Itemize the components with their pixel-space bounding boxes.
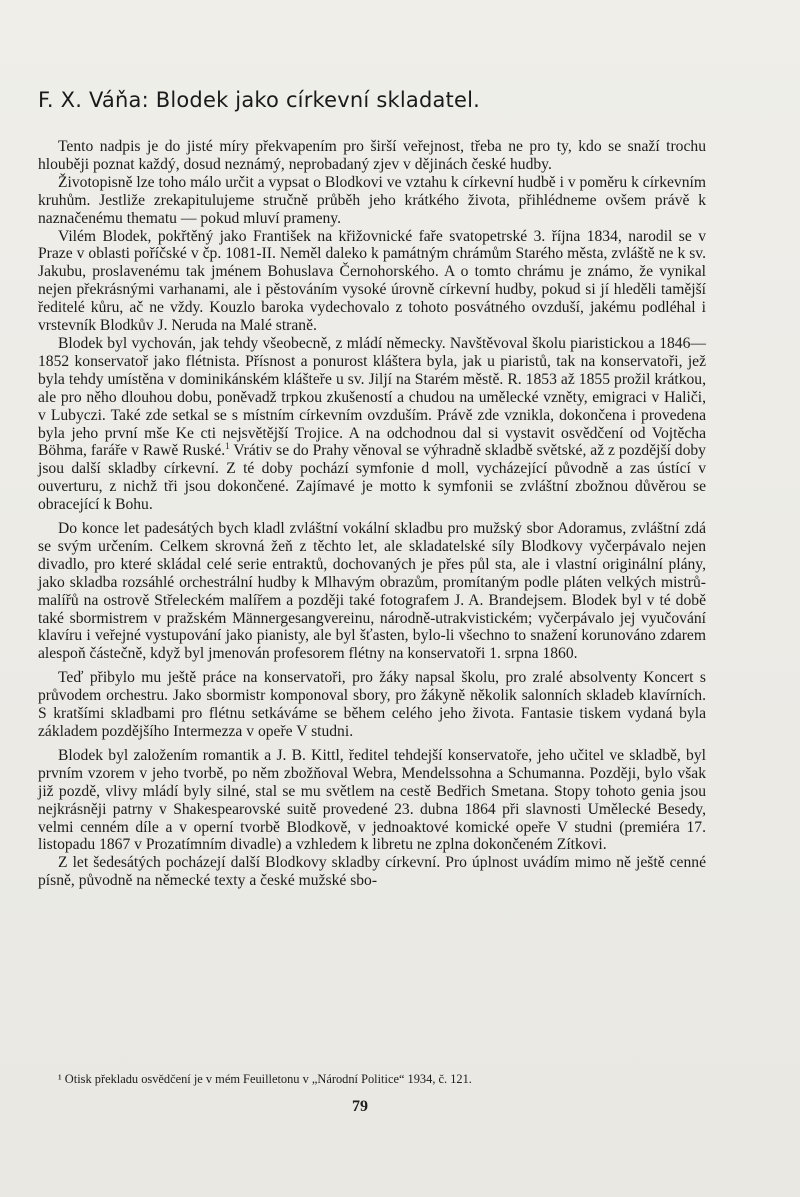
footnote-marker: 1 <box>225 441 230 452</box>
article-title: F. X. Váňa: Blodek jako církevní skladatel. <box>38 88 481 112</box>
paragraph-5: Do konce let padesátých bych kladl zvláštní vokální skladbu pro mužský sbor Adoramus, zvláštní zdá se svým určením. Celkem skrovná žeň z těchto let, ale skladatelské síly Blodkovy vyčerpávalo nejen divadlo, pro které skládal celé serie entraktů, dochovaných je přes půl sta, ale i vlastní originální plány, jako skladba rozsáhlé orchestrální hudby k Mlhavým obrazům, promítaným podle pláten velkých mistrů-malířů na ostrově Střeleckém malířem a později také fotografem J. A. Brandejsem. Blodek byl v té době také sbormistrem v pražském Männergesangvereinu, národně-utrakvistickém; vyčerpávalo jej vyučování klavíru i veřejné vystupování jako pianisty, ale byl šťasten, bylo-li všechno to snažení korunováno zdarem alespoň částečně, když byl jmenován profesorem flétny na konservatoři 1. srpna 1860. <box>38 520 706 663</box>
footnote: ¹ Otisk překladu osvědčení je v mém Feuilletonu v „Národní Politice“ 1934, č. 121. <box>58 1072 472 1086</box>
article-body <box>38 138 706 890</box>
page-number: 79 <box>352 1098 368 1115</box>
paragraph-4 <box>38 335 706 514</box>
paragraph-7: Blodek byl založením romantik a J. B. Kittl, ředitel tehdejší konservatoře, jeho učitel ve skladbě, byl prvním vzorem v jeho tvorbě, po něm zbožňoval Webra, Mendelssohna a Schumanna. Později, bylo však již pozdě, vlivy mládí byly silné, stal se mu světlem na cestě Bedřich Smetana. Stopy tohoto genia jsou nejkrásněji patrny v Shakespearovské suitě provedené 23. dubna 1864 při slavnosti Umělecké Besedy, velmi cenném díle a v operní tvorbě Blodkově, v jednoaktové komické opeře V studni (premiéra 17. listopadu 1867 v Prozatímním divadle) a vzhledem k libretu ne zplna dokončeném Zítkovi. <box>38 746 706 854</box>
paragraph-8: Z let šedesátých pocházejí další Blodkovy skladby církevní. Pro úplnost uvádím mimo ně ještě cenné písně, původně na německé texty a české mužské sbo- <box>38 854 706 890</box>
paragraph-2: Životopisně lze toho málo určit a vypsat o Blodkovi ve vztahu k církevní hudbě i v poměru k církevním kruhům. Jestliže zrekapitulujeme stručně průběh jeho krátkého života, přihlédneme ovšem právě k naznačenému thematu — pokud mluví prameny. <box>38 173 706 227</box>
paragraph-4-text: Blodek byl vychován, jak tehdy všeobecně, z mládí německy. Navštěvoval školu piaristickou a 1846—1852 konservatoř jako flétnista. Přísnost a ponurost kláštera byla, jak u piaristů, tak na konservatoři, jež byla tehdy umístěna v dominikánském klášteře u sv. Jiljí na Starém městě. R. 1853 až 1855 prožil krátkou, ale pro něho dlouhou dobu, poněvadž trpkou zkušeností a chudou na umělecké vzněty, emigraci v Haliči, v Lubyczi. Také zde setkal se s místním církevním ovzduším. Právě zde vznikla, dokončena i provedena byla jeho první mše Ke cti nejsvětější Trojice. A na odchodnou dal si vystavit osvědčení od Vojtěcha Böhma, faráře v Rawě Ruské. <box>38 334 706 460</box>
paragraph-1: Tento nadpis je do jisté míry překvapením pro širší veřejnost, třeba ne pro ty, kdo se snaží trochu hlouběji poznat každý, dosud neznámý, neprobadaný zjev v dějinách české hudby. <box>38 138 706 173</box>
paragraph-6: Teď přibylo mu ještě práce na konservatoři, pro žáky napsal školu, pro zralé absolventy Koncert s průvodem orchestru. Jako sbormistr komponoval sbory, pro žákyně několik salonních skladeb klavírních. S kratšími skladbami pro flétnu setkáváme se během celého jeho života. Fantasie tiskem vydaná byla základem pozdějšího Intermezza v opeře V studni. <box>38 669 706 740</box>
paragraph-3: Vilém Blodek, pokřtěný jako František na křižovnické faře svatopetrské 3. října 1834, narodil se v Praze v oblasti poříčské v čp. 1081-II. Neměl daleko k památným chrámům Starého města, zvláště ne k sv. Jakubu, proslavenému tak jménem Bohuslava Černohorského. A o tomto chrámu je známo, že vynikal nejen překrásnými varhanami, ale i pěstováním vysoké úrovně církevní hudby, pokud si jí hleděli tamější ředitelé kůru, ač ne vždy. Kouzlo baroka vydechovalo z tohoto posvátného ovzduší, jakému podléhal i vrstevník Blodkův J. Neruda na Malé straně. <box>38 227 706 335</box>
paragraph-4-continued: Vrátiv se do Prahy věnoval se výhradně skladbě světské, až z pozdější doby jsou další skladby církevní. Z té doby pochází symfonie d moll, vycházející původně a zas ústící v ouverturu, z nichž tři jsou dokončené. Zajímavé je motto k symfonii se zvláštní zbožnou důvěrou se obracející k Bohu. <box>38 442 706 514</box>
